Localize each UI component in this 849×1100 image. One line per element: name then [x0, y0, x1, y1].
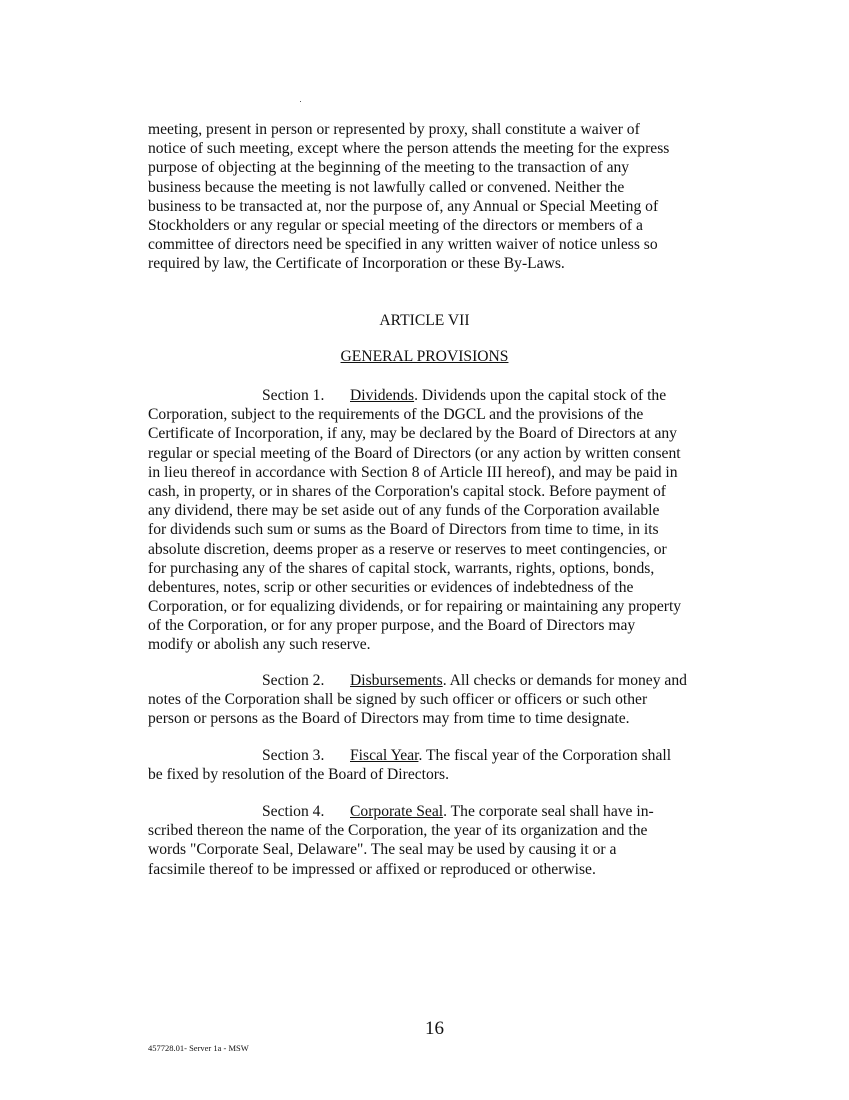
section-heading: Fiscal Year [350, 747, 419, 764]
intro-paragraph [148, 120, 748, 274]
text-line: regular or special meeting of the Board of Directors (or any action by written consent [148, 444, 681, 462]
section-label: Section 2. [262, 672, 325, 689]
text-line: Corporation, subject to the requirements of the DGCL and the provisions of the [148, 406, 644, 424]
section-heading: Dividends [350, 387, 415, 404]
text-line: in lieu thereof in accordance with Section 8 of Article III hereof), and may be paid in [148, 463, 678, 481]
section-1 [148, 386, 748, 655]
article-title [0, 348, 849, 366]
text-line: for dividends such sum or sums as the Board of Directors from time to time, in its [148, 521, 659, 539]
text-line: notice of such meeting, except where the person attends the meeting for the express [148, 140, 670, 158]
text-line: Certificate of Incorporation, if any, may be declared by the Board of Directors at any [148, 425, 677, 443]
text-line: for purchasing any of the shares of capital stock, warrants, rights, options, bonds, [148, 559, 655, 577]
text-line: Stockholders or any regular or special meeting of the directors or members of a [148, 216, 643, 234]
text-line: of the Corporation, or for any proper purpose, and the Board of Directors may [148, 617, 636, 635]
section-heading: Corporate Seal [350, 803, 444, 820]
text-line: notes of the Corporation shall be signed by such officer or officers or such other [148, 691, 648, 709]
section-label: Section 4. [262, 803, 325, 820]
article-title-text: GENERAL PROVISIONS [340, 348, 509, 365]
section-first-line [148, 386, 748, 405]
section-4 [148, 802, 748, 879]
page-number: 16 [425, 1018, 444, 1039]
text-line: debentures, notes, scrip or other securities or evidences of indebtedness of the [148, 578, 634, 596]
scan-speck [300, 101, 301, 102]
section-text: . All checks or demands for money and [442, 672, 687, 689]
text-line: absolute discretion, deems proper as a reserve or reserves to meet contingencies, or [148, 540, 667, 558]
text-line: scribed thereon the name of the Corporation, the year of its organization and the [148, 822, 648, 840]
text-line: cash, in property, or in shares of the Corporation's capital stock. Before payment of [148, 482, 666, 500]
section-label: Section 1. [262, 387, 325, 404]
section-first-line [148, 802, 748, 821]
text-line: committee of directors need be specified in any written waiver of notice unless so [148, 236, 658, 254]
text-line: business to be transacted at, nor the purpose of, any Annual or Special Meeting of [148, 197, 659, 215]
text-line: be fixed by resolution of the Board of Directors. [148, 766, 449, 784]
text-line: business because the meeting is not lawfully called or convened. Neither the [148, 178, 625, 196]
text-line: words "Corporate Seal, Delaware". The seal may be used by causing it or a [148, 841, 617, 859]
text-line: modify or abolish any such reserve. [148, 636, 371, 654]
section-3 [148, 746, 748, 784]
text-line: Corporation, or for equalizing dividends, or for repairing or maintaining any property [148, 598, 682, 616]
section-text: . The corporate seal shall have in- [443, 803, 654, 820]
section-text: . Dividends upon the capital stock of the [414, 387, 667, 404]
section-first-line [148, 671, 748, 690]
text-line: purpose of objecting at the beginning of the meeting to the transaction of any [148, 159, 630, 177]
section-first-line [148, 746, 748, 765]
article-heading: ARTICLE VII [379, 312, 470, 329]
section-label: Section 3. [262, 747, 325, 764]
text-line: required by law, the Certificate of Incorporation or these By-Laws. [148, 255, 565, 273]
text-line: facsimile thereof to be impressed or affixed or reproduced or otherwise. [148, 860, 596, 878]
text-line: meeting, present in person or represented by proxy, shall constitute a waiver of [148, 121, 640, 138]
section-heading: Disbursements [350, 672, 443, 689]
text-line: person or persons as the Board of Directors may from time to time designate. [148, 710, 630, 728]
section-text: . The fiscal year of the Corporation shall [418, 747, 672, 764]
section-2 [148, 671, 748, 729]
footer-doc-id: 457728.01- Server 1a - MSW [148, 1043, 249, 1053]
text-line: any dividend, there may be set aside out of any funds of the Corporation available [148, 502, 660, 520]
